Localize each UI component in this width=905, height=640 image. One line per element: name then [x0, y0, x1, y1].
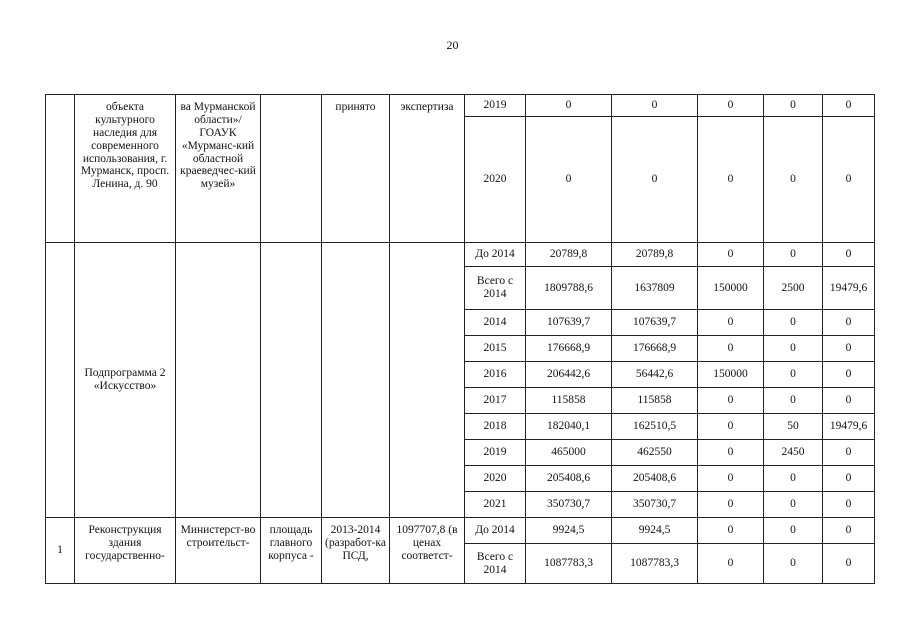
- regional-cell: 205408,6: [612, 466, 698, 492]
- federal-cell: 0: [698, 466, 764, 492]
- regional-cell: 9924,5: [612, 518, 698, 544]
- regional-cell: 0: [612, 117, 698, 243]
- local-cell: 2450: [764, 440, 823, 466]
- federal-cell: 0: [698, 95, 764, 117]
- other-cell: 0: [823, 243, 875, 267]
- capacity: [261, 95, 322, 243]
- other-cell: 0: [823, 544, 875, 584]
- total-cell: 182040,1: [526, 414, 612, 440]
- other-cell: 19479,6: [823, 414, 875, 440]
- total-cell: 176668,9: [526, 336, 612, 362]
- total-cell: 465000: [526, 440, 612, 466]
- total-cell: 115858: [526, 388, 612, 414]
- executor: Министерст-во строительст-: [176, 518, 261, 584]
- row-number: [46, 95, 75, 243]
- regional-cell: 20789,8: [612, 243, 698, 267]
- object-name: Реконструкция здания государственно-: [75, 518, 176, 584]
- local-cell: 0: [764, 492, 823, 518]
- other-cell: 19479,6: [823, 267, 875, 310]
- federal-cell: 0: [698, 414, 764, 440]
- local-cell: 2500: [764, 267, 823, 310]
- year-cell: 2019: [465, 95, 526, 117]
- executor: ва Мурманской области»/ ГОАУК «Мурманс-кий областной краеведчес-кий музей»: [176, 95, 261, 243]
- other-cell: 0: [823, 117, 875, 243]
- other-cell: 0: [823, 310, 875, 336]
- federal-cell: 0: [698, 243, 764, 267]
- local-cell: 0: [764, 117, 823, 243]
- period: принято: [322, 95, 390, 243]
- total-cell: 107639,7: [526, 310, 612, 336]
- total-cell: 205408,6: [526, 466, 612, 492]
- local-cell: 0: [764, 95, 823, 117]
- period: [322, 243, 390, 518]
- federal-cell: 0: [698, 440, 764, 466]
- regional-cell: 1637809: [612, 267, 698, 310]
- regional-cell: 350730,7: [612, 492, 698, 518]
- other-cell: 0: [823, 336, 875, 362]
- total-cell: 0: [526, 117, 612, 243]
- year-cell: Всего с 2014: [465, 267, 526, 310]
- federal-cell: 0: [698, 336, 764, 362]
- year-cell: 2021: [465, 492, 526, 518]
- cost: экспертиза: [390, 95, 465, 243]
- table-row: [46, 95, 875, 117]
- other-cell: 0: [823, 466, 875, 492]
- other-cell: 0: [823, 440, 875, 466]
- year-cell: Всего с 2014: [465, 544, 526, 584]
- total-cell: 206442,6: [526, 362, 612, 388]
- regional-cell: 0: [612, 95, 698, 117]
- row-number: 1: [46, 518, 75, 584]
- regional-cell: 176668,9: [612, 336, 698, 362]
- local-cell: 0: [764, 310, 823, 336]
- cost: 1097707,8 (в ценах соответст-: [390, 518, 465, 584]
- table-row: [46, 518, 875, 544]
- local-cell: 0: [764, 544, 823, 584]
- year-cell: 2015: [465, 336, 526, 362]
- regional-cell: 115858: [612, 388, 698, 414]
- regional-cell: 107639,7: [612, 310, 698, 336]
- federal-cell: 0: [698, 388, 764, 414]
- total-cell: 1087783,3: [526, 544, 612, 584]
- total-cell: 1809788,6: [526, 267, 612, 310]
- cost: [390, 243, 465, 518]
- capacity: площадь главного корпуса -: [261, 518, 322, 584]
- regional-cell: 462550: [612, 440, 698, 466]
- page-number: 20: [446, 38, 459, 52]
- table-row: [46, 243, 875, 267]
- year-cell: 2017: [465, 388, 526, 414]
- total-cell: 0: [526, 95, 612, 117]
- federal-cell: 0: [698, 117, 764, 243]
- local-cell: 0: [764, 466, 823, 492]
- year-cell: 2018: [465, 414, 526, 440]
- federal-cell: 0: [698, 492, 764, 518]
- federal-cell: 0: [698, 518, 764, 544]
- regional-cell: 1087783,3: [612, 544, 698, 584]
- federal-cell: 150000: [698, 362, 764, 388]
- total-cell: 350730,7: [526, 492, 612, 518]
- object-name: Подпрограмма 2 «Искусство»: [75, 243, 176, 518]
- year-cell: 2020: [465, 117, 526, 243]
- other-cell: 0: [823, 388, 875, 414]
- regional-cell: 56442,6: [612, 362, 698, 388]
- other-cell: 0: [823, 492, 875, 518]
- local-cell: 50: [764, 414, 823, 440]
- total-cell: 9924,5: [526, 518, 612, 544]
- row-number: [46, 243, 75, 518]
- local-cell: 0: [764, 243, 823, 267]
- regional-cell: 162510,5: [612, 414, 698, 440]
- period: 2013-2014 (разработ-ка ПСД,: [322, 518, 390, 584]
- federal-cell: 0: [698, 310, 764, 336]
- other-cell: 0: [823, 518, 875, 544]
- other-cell: 0: [823, 362, 875, 388]
- executor: [176, 243, 261, 518]
- local-cell: 0: [764, 336, 823, 362]
- local-cell: 0: [764, 518, 823, 544]
- program-table: [45, 94, 875, 584]
- year-cell: До 2014: [465, 243, 526, 267]
- year-cell: 2016: [465, 362, 526, 388]
- year-cell: 2014: [465, 310, 526, 336]
- total-cell: 20789,8: [526, 243, 612, 267]
- local-cell: 0: [764, 362, 823, 388]
- federal-cell: 0: [698, 544, 764, 584]
- year-cell: 2019: [465, 440, 526, 466]
- capacity: [261, 243, 322, 518]
- object-name: объекта культурного наследия для современного использования, г. Мурманск, просп. Ленина, д. 90: [75, 95, 176, 243]
- other-cell: 0: [823, 95, 875, 117]
- federal-cell: 150000: [698, 267, 764, 310]
- year-cell: 2020: [465, 466, 526, 492]
- year-cell: До 2014: [465, 518, 526, 544]
- local-cell: 0: [764, 388, 823, 414]
